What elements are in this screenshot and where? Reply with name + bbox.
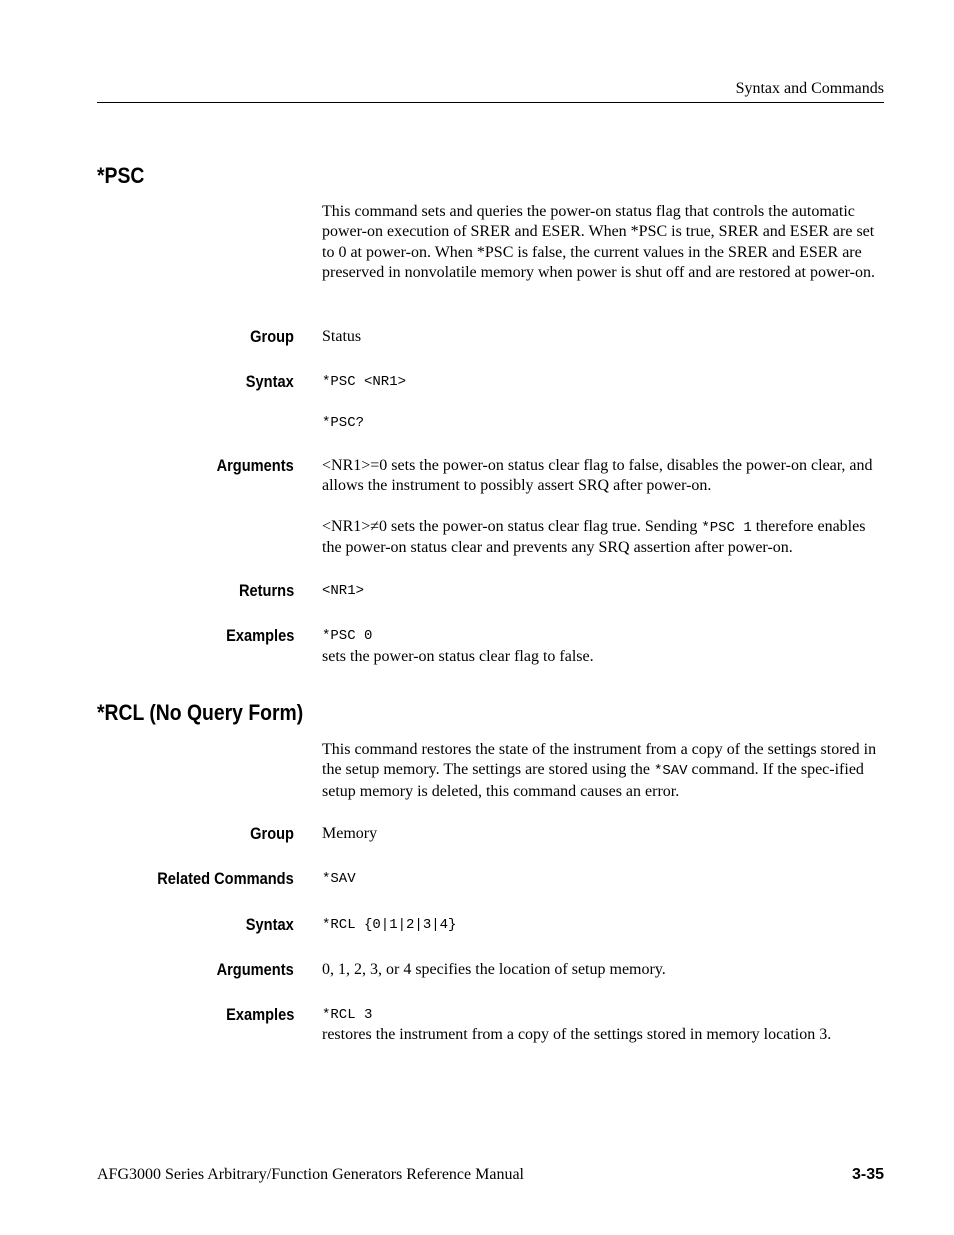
psc-title: *PSC (97, 163, 145, 188)
psc-argument-2-code: *PSC 1 (701, 520, 752, 536)
psc-argument-2-post: therefore enables the power-on status clear and prevents any SRQ assertion after power-on. (322, 518, 866, 557)
psc-group-value: Status (322, 328, 362, 345)
rcl-description-post: command. If the spec-ified setup memory is deleted, this command causes an error. (322, 761, 864, 800)
rcl-examples-label: Examples (225, 1005, 294, 1024)
rcl-syntax-label: Syntax (246, 915, 294, 934)
rcl-related-label: Related Commands (157, 869, 294, 888)
rcl-example-code: *RCL 3 (322, 1007, 373, 1023)
running-header: Syntax and Commands (735, 80, 884, 97)
footer-manual-title: AFG3000 Series Arbitrary/Function Generators Reference Manual (97, 1166, 524, 1183)
rcl-arguments-label: Arguments (216, 960, 294, 979)
psc-returns-label: Returns (238, 581, 294, 600)
psc-description: This command sets and queries the power-on status flag that controls the automatic power-on execution of SRER and ESER. When *PSC is true, SRER and ESER are set to 0 at power-on. When *PSC is false, the current values in the SRER and ESER are preserved in nonvolatile memory when power is shut off and are restored at power-on. (322, 203, 875, 282)
psc-argument-2 (322, 517, 884, 559)
psc-syntax-label: Syntax (246, 372, 294, 391)
rcl-description (322, 740, 884, 802)
psc-arguments-label: Arguments (216, 456, 294, 475)
psc-syntax-2: *PSC? (322, 415, 365, 431)
psc-argument-1: <NR1>=0 sets the power-on status clear flag to false, disables the power-on clear, and allows the instrument to possibly assert SRQ after power-on. (322, 457, 873, 495)
psc-group-label: Group (250, 327, 294, 346)
header-rule (97, 102, 884, 103)
rcl-group-value: Memory (322, 825, 378, 842)
psc-examples-label: Examples (225, 626, 294, 645)
psc-syntax-1: *PSC <NR1> (322, 374, 407, 390)
rcl-example-desc: restores the instrument from a copy of the settings stored in memory location 3. (322, 1026, 832, 1043)
rcl-title: *RCL (No Query Form) (97, 700, 304, 725)
rcl-description-code: *SAV (653, 763, 688, 780)
psc-example-code: *PSC 0 (322, 628, 373, 644)
rcl-description-pre: This command restores the state of the instrument from a copy of the settings stored in the setup memory. The settings are stored using the (322, 741, 877, 779)
footer-page-number: 3-35 (851, 1166, 884, 1183)
rcl-related-value: *SAV (322, 871, 356, 887)
rcl-arguments-value: 0, 1, 2, 3, or 4 specifies the location of setup memory. (322, 961, 666, 978)
psc-argument-2-pre: <NR1>≠0 sets the power-on status clear flag true. Sending (322, 518, 702, 535)
psc-returns-value: <NR1> (322, 583, 365, 599)
rcl-group-label: Group (250, 824, 294, 843)
rcl-syntax-value: *RCL {0|1|2|3|4} (322, 917, 457, 933)
psc-example-desc: sets the power-on status clear flag to false. (322, 648, 594, 665)
